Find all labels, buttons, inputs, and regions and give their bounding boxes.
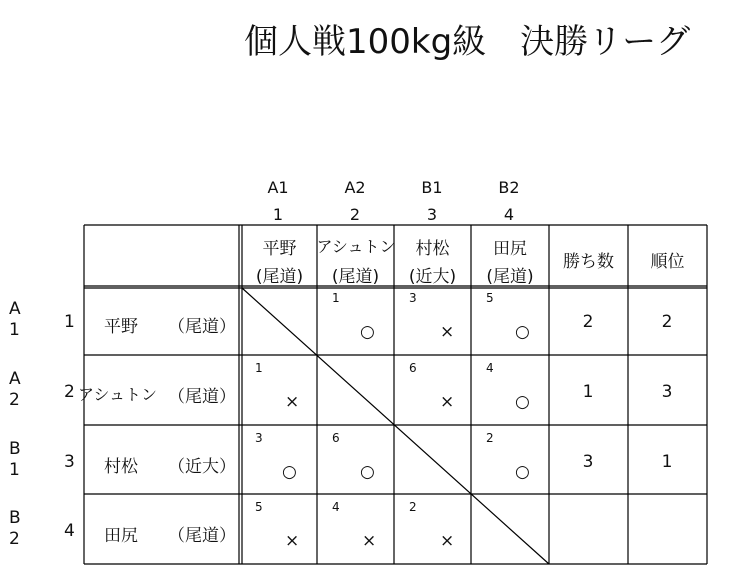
match-seq: 5 <box>486 291 494 305</box>
result-mark: × <box>362 531 377 551</box>
wins-value: 2 <box>582 312 594 332</box>
match-seq: 4 <box>486 361 494 375</box>
result-mark: ○ <box>515 392 530 412</box>
header-team-2: (尾道) <box>331 267 380 287</box>
header-name-1: 平野 <box>262 239 297 259</box>
col-code-b2: B2 <box>498 178 520 197</box>
header-team-1: (尾道) <box>255 267 304 287</box>
match-seq: 6 <box>409 361 417 375</box>
result-mark: × <box>440 322 455 342</box>
match-seq: 2 <box>486 431 494 445</box>
row-no: 2 <box>64 382 75 402</box>
col-code-a1: A1 <box>267 178 289 197</box>
col-no-4: 4 <box>503 205 515 224</box>
match-seq: 1 <box>332 291 340 305</box>
header-name-2: アシュトン <box>316 237 396 256</box>
col-code-a2: A2 <box>344 178 366 197</box>
row-code-letter: B <box>9 508 21 528</box>
header-name-4: 田尻 <box>493 239 527 259</box>
col-no-3: 3 <box>426 205 438 224</box>
header-wins: 勝ち数 <box>563 252 614 272</box>
row-team: （近大） <box>168 457 236 477</box>
result-mark: ○ <box>360 462 375 482</box>
result-mark: ○ <box>282 462 297 482</box>
match-seq: 3 <box>409 291 417 305</box>
match-seq: 1 <box>255 361 263 375</box>
header-rank: 順位 <box>650 252 685 272</box>
col-no-1: 1 <box>272 205 284 224</box>
row-name: 田尻 <box>104 526 138 546</box>
row-team: （尾道） <box>168 317 236 337</box>
match-seq: 5 <box>255 500 263 514</box>
result-mark: × <box>285 392 300 412</box>
rank-value: 2 <box>661 312 673 332</box>
page-title: 個人戦100kg級 決勝リーグ <box>244 22 691 62</box>
row-no: 4 <box>64 521 75 541</box>
rank-value: 1 <box>661 452 673 472</box>
header-name-3: 村松 <box>415 239 450 259</box>
row-code-digit: 2 <box>9 529 20 549</box>
header-team-4: (尾道) <box>486 267 534 287</box>
match-seq: 6 <box>332 431 340 445</box>
row-code-digit: 1 <box>9 460 20 480</box>
result-mark: ○ <box>360 322 375 342</box>
rank-value: 3 <box>661 382 673 402</box>
row-name: 村松 <box>104 457 138 477</box>
wins-value: 3 <box>582 452 594 472</box>
row-code-letter: A <box>9 299 21 319</box>
row-code-digit: 2 <box>9 390 20 410</box>
row-code-digit: 1 <box>9 320 20 340</box>
result-mark: ○ <box>515 462 530 482</box>
result-mark: × <box>285 531 300 551</box>
row-team: （尾道） <box>168 387 236 407</box>
row-name: 平野 <box>104 317 138 337</box>
match-seq: 3 <box>255 431 263 445</box>
row-no: 3 <box>64 452 75 472</box>
col-no-2: 2 <box>349 205 361 224</box>
row-team: （尾道） <box>168 526 236 546</box>
match-seq: 2 <box>409 500 417 514</box>
result-mark: ○ <box>515 322 530 342</box>
row-no: 1 <box>64 312 75 332</box>
match-seq: 4 <box>332 500 340 514</box>
row-name: アシュトン <box>78 385 158 404</box>
header-team-3: (近大) <box>408 267 457 287</box>
row-code-letter: B <box>9 439 21 459</box>
wins-value: 1 <box>582 382 594 402</box>
result-mark: × <box>440 392 455 412</box>
row-code-letter: A <box>9 369 21 389</box>
result-mark: × <box>440 531 455 551</box>
col-code-b1: B1 <box>421 178 443 197</box>
